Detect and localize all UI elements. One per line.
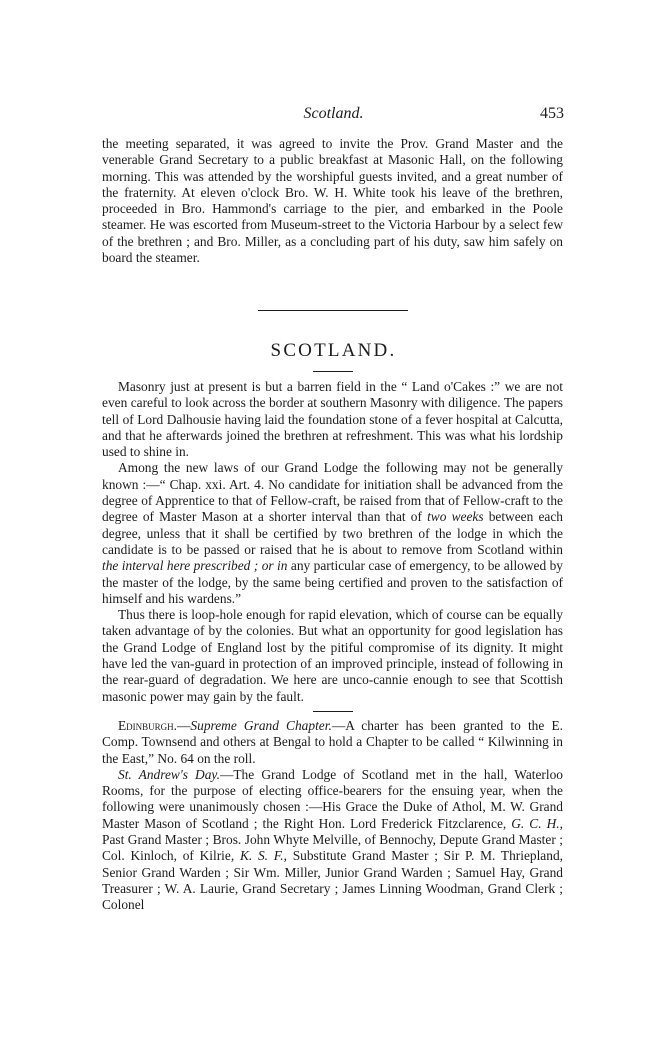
intro-paragraph: the meeting separated, it was agreed to invite the Prov. Grand Master and the venerable Grand Secretary to a public breakfast at Masonic Hall, on the following morning. This was attended by the worshipful guests invited, and a great number of the fraternity. At eleven o'clock Bro. W. H. White took his leave of the brethren, proceeded in Bro. Hammond's carriage to the pier, and embarked in the Poole steamer. He was escorted from Museum-street to the Victoria Harbour by a select few of the brethren ; and Bro. Miller, as a concluding part of his duty, saw him safely on board the steamer. xyxy=(102,136,563,266)
paragraph-loop-hole xyxy=(102,607,563,705)
p5-text-a: —The Grand Lodge of Scotland met in the hall, Waterloo Rooms, for the purpose of electing office-bearers for the ensuing year, when the following were unanimously chosen :—His Grace the Duke of Athol, M. W. Grand Master Mason of Scotland ; the Right Hon. Lord Frederick Fitzclarence, xyxy=(102,766,564,831)
p5-emphasis-day: St. Andrew's Day. xyxy=(118,766,220,782)
heading-underline-rule xyxy=(313,371,353,372)
paragraph-divider-rule xyxy=(313,711,353,712)
p4-text: —A charter has been granted to the E. Comp. Townsend and others at Bengal to hold a Chapter to be called “ Kilwinning in the East,” No. 64 on the roll. xyxy=(102,717,563,766)
p2-emphasis-interval: the interval here prescribed ; or in xyxy=(102,558,288,574)
p5-text-c: , Substitute Grand Master ; Sir P. M. Thriepland, Senior Grand Warden ; Sir Wm. Miller, Junior Grand Warden ; Samuel Hay, Grand Treasurer ; W. A. Laurie, Grand Secretary ; James Linning Woodman, Grand Clerk ; Colonel xyxy=(102,848,563,913)
p2-text-b: between each degree, unless that it shall be certified by two brethren of the lodge in which the candidate is to be passed or raised that he is about to remove from Scotland within xyxy=(102,509,563,557)
page-number: 453 xyxy=(540,105,564,122)
p5-emphasis-gch: G. C. H. xyxy=(511,815,560,831)
paragraph-st-andrews-day xyxy=(102,767,563,914)
running-head xyxy=(0,103,667,125)
paragraph-new-laws xyxy=(102,460,563,607)
p3-text: Thus there is loop-hole enough for rapid elevation, which of course can be equally taken advantage of by the colonies. But what an opportunity for good legislation has the Grand Lodge of England lost by the pitiful compromise of its dignity. It might have led the van-guard in protection of an improved principle, instead of following in the rear-guard of degradation. We here are unco-cannie enough to see that Scottish masonic power may gain by the fault. xyxy=(102,607,563,704)
p1-text: Masonry just at present is but a barren field in the “ Land o'Cakes :” we are not even careful to look across the border at southern Masonry with diligence. The papers tell of Lord Dalhousie having laid the foundation stone of a fever hospital at Calcutta, and that he afterwards joined the brethren at refreshment. This was what his lordship used to shine in. xyxy=(102,379,563,460)
section-heading: SCOTLAND. xyxy=(270,340,397,361)
p2-emphasis-two-weeks: two weeks xyxy=(427,509,484,525)
paragraph-edinburgh-chapter xyxy=(102,718,563,767)
p5-text-b: , Past Grand Master ; Bros. John Whyte Melville, of Bennochy, Depute Grand Master ; Col. Kinloch, of Kilrie, xyxy=(102,815,563,864)
section-divider-rule xyxy=(258,310,408,311)
p4-dash: — xyxy=(177,717,191,733)
p4-place-name: Edinburgh. xyxy=(118,717,178,733)
paragraph-masonry-barren-field xyxy=(102,379,563,460)
p5-emphasis-ksf: K. S. F. xyxy=(239,848,284,864)
running-head-title: Scotland. xyxy=(303,105,364,122)
p2-text-a: Among the new laws of our Grand Lodge the following may not be generally known :—“ Chap. xxi. Art. 4. No candidate for initiation shall be advanced from the degree of Apprentice to that of Fellow-craft, be raised from that of Fellow-craft to the degree of Master Mason at a shorter interval than that of xyxy=(102,460,563,525)
scotland-article-body xyxy=(102,379,563,914)
p4-emphasis-chapter: Supreme Grand Chapter. xyxy=(190,717,332,733)
intro-paragraph-block xyxy=(102,136,563,266)
p2-text-c: any particular case of emergency, to be allowed by the master of the lodge, by the same being certified and proven to the satisfaction of himself and his wardens.” xyxy=(102,558,563,606)
